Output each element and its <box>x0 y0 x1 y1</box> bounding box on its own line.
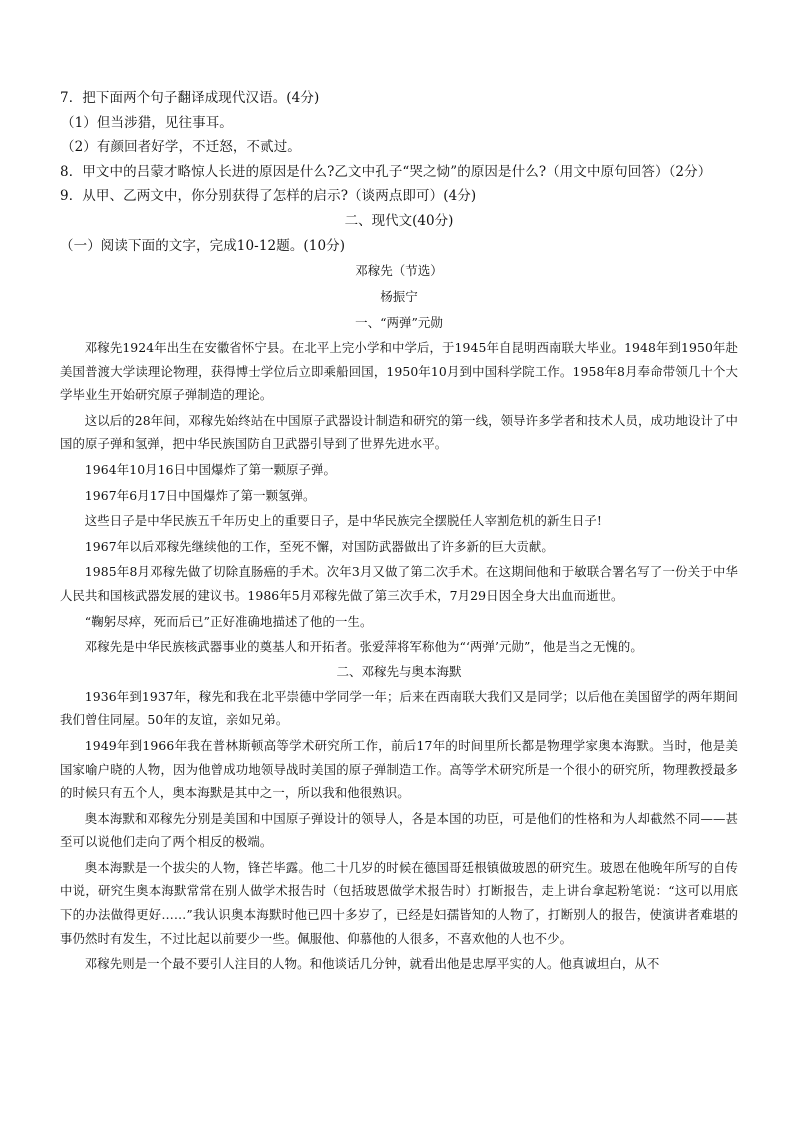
paragraph: 邓稼先1924年出生在安徽省怀宁县。在北平上完小学和中学后，于1945年自昆明西南联大毕业。1948年到1950年赴美国普渡大学读理论物理，获得博士学位后立即乘船回国，1950年10月到中国科学院工作。1958年8月奉命带领几十个大学毕业生开始研究原子弹制造的理论。 <box>60 340 738 403</box>
section-title-modern-text: 二、现代文(40分) <box>344 212 454 229</box>
paragraph: 奥本海默和邓稼先分别是美国和中国原子弹设计的领导人，各是本国的功臣，可是他们的性格和为人却截然不同——甚至可以说他们走向了两个相反的极端。 <box>60 810 738 850</box>
paragraph: 1985年8月邓稼先做了切除直肠癌的手术。次年3月又做了第二次手术。在这期间他和于敏联合署名写了一份关于中华人民共和国核武器发展的建议书。1986年5月邓稼先做了第三次手术，7月29日因全身大出血而逝世。 <box>60 564 738 603</box>
exam-page <box>60 86 738 976</box>
question-7-item-2: （2）有颜回者好学，不迁怒，不贰过。 <box>61 139 301 155</box>
article-title: 邓稼先（节选） <box>355 263 443 278</box>
paragraph: 1964年10月16日中国爆炸了第一颗原子弹。 <box>84 461 337 477</box>
question-7-item-1: （1）但当涉猎，见往事耳。 <box>61 114 233 131</box>
part-1-heading: 一、“两弹”元勋 <box>355 315 443 330</box>
paragraph: 1949年到1966年我在普林斯顿高等学术研究所工作，前后17年的时间里所长都是物理学家奥本海默。当时，他是美国家喻户晓的人物，因为他曾成功地领导战时美国的原子弹制造工作。高等学术研究所是一个很小的研究所，物理教授最多的时候只有五个人，奥本海默是其中之一，所以我和他很熟识。 <box>60 737 738 801</box>
reading-instruction: （一）阅读下面的文字，完成10-12题。(10分) <box>60 237 346 254</box>
paragraph: 1936年到1937年，稼先和我在北平崇德中学同学一年；后来在西南联大我们又是同学；以后他在美国留学的两年期间我们曾住同屋。50年的友谊，亲如兄弟。 <box>60 688 738 728</box>
paragraph: 这以后的28年间，邓稼先始终站在中国原子武器设计制造和研究的第一线，领导许多学者和技术人员，成功地设计了中国的原子弹和氢弹，把中华民族国防自卫武器引导到了世界先进水平。 <box>60 412 738 452</box>
question-8: 8．甲文中的吕蒙才略惊人长进的原因是什么?乙文中孔子“哭之恸”的原因是什么?（用文中原句回答）（2分） <box>60 163 712 180</box>
paragraph: 邓稼先是中华民族核武器事业的奠基人和开拓者。张爱萍将军称他为“‘两弹’元勋”，他是当之无愧的。 <box>84 639 643 655</box>
paragraph: 奥本海默是一个拔尖的人物，锋芒毕露。他二十几岁的时候在德国哥廷根镇做玻恩的研究生。玻恩在他晚年所写的自传中说，研究生奥本海默常常在别人做学术报告时（包括玻恩做学术报告时）打断报告，走上讲台拿起粉笔说：“这可以用底下的办法做得更好……”我认识奥本海默时他已四十多岁了，已经是妇孺皆知的人物了，打断别人的报告，使演讲者难堪的事仍然时有发生，不过比起以前要少一些。佩服他、仰慕他的人很多，不喜欢他的人也不少。 <box>60 859 738 946</box>
paragraph: 邓稼先则是一个最不要引人注目的人物。和他谈话几分钟，就看出他是忠厚平实的人。他真诚坦白，从不 <box>84 956 660 972</box>
paragraph: 这些日子是中华民族五千年历史上的重要日子，是中华民族完全摆脱任人宰割危机的新生日子! <box>84 513 602 529</box>
paragraph: “鞠躬尽瘁，死而后已”正好准确地描述了他的一生。 <box>84 613 373 629</box>
paragraph: 1967年以后邓稼先继续他的工作，至死不懈，对国防武器做出了许多新的巨大贡献。 <box>84 538 554 554</box>
part-2-heading: 二、邓稼先与奥本海默 <box>336 663 462 679</box>
question-7: 7．把下面两个句子翻译成现代汉语。(4分) <box>60 90 320 106</box>
article-author: 杨振宁 <box>380 289 418 304</box>
paragraph: 1967年6月17日中国爆炸了第一颗氢弹。 <box>84 487 316 503</box>
question-9: 9．从甲、乙两文中，你分别获得了怎样的启示?（谈两点即可）(4分) <box>60 188 477 204</box>
